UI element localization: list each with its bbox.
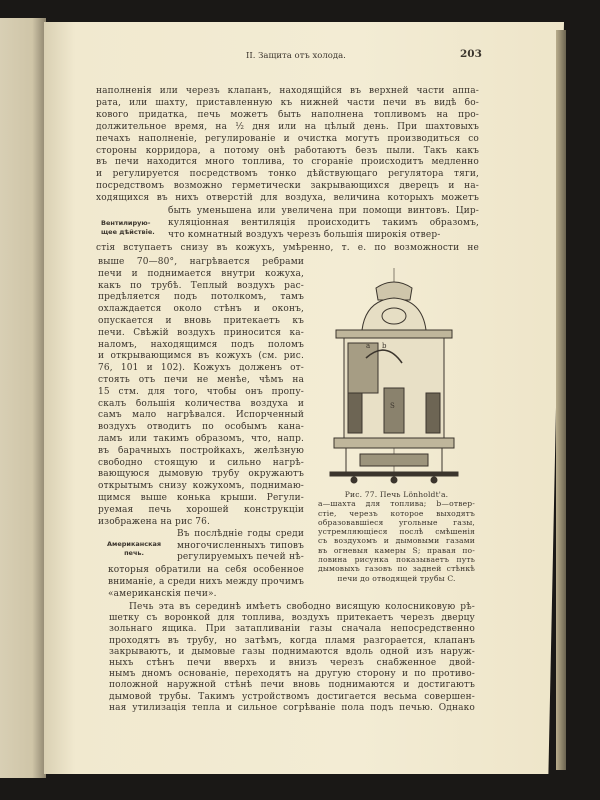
- figure-label-a: a: [366, 342, 371, 350]
- text-line: проходятъ въ трубу, но затѣмъ, когда пламя разгорается, клапанъ: [109, 635, 475, 646]
- side-note-line: Вентилирую-: [101, 219, 151, 227]
- text-line: печахъ наполненіе, регулированіе и очистка могутъ производиться со: [96, 133, 479, 144]
- text-line: щимся выше конька крыши. Регули-: [98, 492, 304, 503]
- text-line: въ печи находится много топлива, то сгораніе происходитъ медленно: [96, 157, 479, 168]
- text-line: свободно стоящую и сильно нагрѣ-: [98, 457, 304, 468]
- paragraph-american-intro: [177, 529, 304, 564]
- page-edge: [556, 30, 566, 770]
- text-line: Рис. 77. Печь Lönholdt'a.: [344, 490, 449, 499]
- paragraph-indented: [168, 205, 479, 242]
- text-line: регулируемыхъ печей нѣ-: [177, 552, 304, 563]
- text-line: ловина рисунка показываетъ путь: [318, 555, 475, 565]
- text-line: вающуюся дымовую трубу окружаютъ: [98, 469, 304, 480]
- stove-illustration: [326, 268, 462, 488]
- figure-caption: [318, 490, 475, 583]
- text-line: самъ мало нагрѣвался. Испорченный: [98, 410, 304, 421]
- text-line: печи. Свѣжій воздухъ приносится ка-: [98, 327, 304, 338]
- text-line: ныхъ стѣнъ печи вверхъ и внизъ черезъ снабженное двой-: [109, 658, 475, 669]
- text-line: наполненія или черезъ клапанъ, находящійся въ верхней части аппа-: [96, 86, 479, 96]
- text-line: въ огневыя камеры S; правая по-: [318, 545, 475, 555]
- text-line: нымъ дномъ основаніе, переходятъ на другую сторону и по противо-: [109, 669, 475, 680]
- text-line: куляціонная вентиляція происходитъ такимъ образомъ,: [168, 218, 479, 229]
- text-line: закрываютъ, и дымовые газы поднимаются вдоль одной изъ наруж-: [109, 646, 475, 657]
- side-note-american: [107, 540, 161, 558]
- text-line: посредствомъ возможно герметически закрывающихся дверецъ и на-: [96, 181, 479, 192]
- paragraph-top: [96, 86, 479, 205]
- text-line: открытымъ снизу кожухомъ, поднимаю-: [98, 481, 304, 492]
- text-line: стороны корридора, а потому онѣ работаютъ безъ пыли. Такъ какъ: [96, 145, 479, 156]
- side-note-line: Американская: [107, 540, 162, 548]
- text-line: дымовыхъ газовъ по задней стѣнкѣ: [318, 564, 475, 574]
- paragraph-fullwidth-line: [96, 242, 479, 254]
- text-line: положной наружной стѣнѣ печи вновь поднимаются и достигаютъ: [109, 680, 475, 691]
- text-line: изображена на рис 76.: [98, 516, 211, 527]
- text-line: дымовой трубы. Такимъ устройствомъ достигается весьма совершен-: [109, 691, 475, 702]
- text-line: стоять отъ печи не менѣе, чѣмъ на: [98, 374, 304, 385]
- text-line: и регулируется посредствомъ тонко дѣйствующаго регулятора тяги,: [96, 169, 479, 180]
- text-line: опускается и вновь притекаетъ къ: [98, 315, 304, 326]
- text-line: скалъ большія количества воздуха и: [98, 398, 304, 409]
- figure-label-s: S: [390, 402, 395, 410]
- running-title: II. Защита отъ холода.: [246, 51, 346, 61]
- page-number: 203: [460, 48, 482, 60]
- figure-label-b: b: [382, 342, 387, 350]
- text-line: что комнатный воздухъ черезъ большія широкія отвер-: [168, 230, 441, 241]
- side-note-line: щее дѣйствіе.: [101, 228, 155, 236]
- side-note-ventilation: [101, 219, 155, 237]
- text-line: a—шахта для топлива; b—отвер-: [318, 499, 475, 509]
- text-line: печи до отводящей трубы C.: [337, 573, 456, 583]
- paragraph-left-column: [98, 257, 304, 528]
- text-line: ная утилизація тепла и сильное согрѣваніе пола подъ печью. Однако: [109, 702, 475, 713]
- text-line: въ барачныхъ постройкахъ, желѣзную: [98, 445, 304, 456]
- text-line: кового придатка, печь можетъ быть наполнена топливомъ на про-: [96, 109, 479, 120]
- text-line: рата, или шахту, приставленную къ нижней части печи въ видѣ бо-: [96, 97, 479, 108]
- text-line: быть уменьшена или увеличена при помощи винтовъ. Цир-: [168, 206, 479, 216]
- text-line: предѣляется подъ потолкомъ, тамъ: [98, 292, 304, 303]
- text-line: руемая печь хорошей конструкціи: [98, 504, 304, 515]
- text-line: стія вступаетъ снизу въ кожухъ, умѣренно, т. е. по возможности не: [96, 243, 479, 253]
- paragraph-bottom: [109, 602, 475, 714]
- text-line: печи и поднимается внутри кожуха,: [98, 268, 304, 279]
- text-line: 15 стм. для того, чтобы онъ пропу-: [98, 386, 304, 397]
- side-note-line: печь.: [124, 549, 145, 557]
- text-line: съ воздухомъ и дымовыми газами: [318, 536, 475, 546]
- text-line: воздухъ отводитъ по особымъ кана-: [98, 422, 304, 433]
- text-line: и открывающимся въ кожухъ (см. рис.: [98, 351, 304, 362]
- text-line: Печь эта въ серединѣ имѣетъ свободно висящую колосниковую рѣ-: [129, 602, 475, 612]
- facing-left-page: [0, 18, 46, 778]
- text-line: должительное время, на ½ дня или на цѣлый день. При шахтовыхъ: [96, 121, 479, 132]
- text-line: устремляющіеся послѣ смѣшенія: [318, 527, 475, 537]
- text-line: шетку съ воронкой для топлива, воздухъ притекаетъ черезъ дверцу: [109, 613, 475, 624]
- text-line: вниманіе, а среди нихъ между прочимъ: [108, 576, 304, 587]
- text-line: ламъ или такимъ образомъ, что, напр.: [98, 433, 304, 444]
- text-line: наломъ, находящимся подъ поломъ: [98, 339, 304, 350]
- text-line: зольнаго ящика. При затапливаніи газы сначала непосредственно: [109, 624, 475, 635]
- text-line: 76, 101 и 102). Кожухъ долженъ от-: [98, 363, 304, 374]
- paragraph-american-cont: [108, 565, 304, 601]
- text-line: «американскія печи».: [108, 588, 217, 599]
- text-line: ходящихся въ нихъ отверстій для воздуха, величина которыхъ можетъ: [96, 193, 479, 204]
- text-line: которыя обратили на себя особенное: [108, 565, 304, 575]
- text-line: образовавшіеся угольные газы,: [318, 517, 475, 527]
- text-line: стіе, черезъ которое выходятъ: [318, 508, 475, 518]
- text-line: многочисленныхъ типовъ: [177, 540, 304, 551]
- text-line: Въ послѣдніе годы среди: [177, 529, 304, 539]
- text-line: выше 70—80°, нагрѣвается ребрами: [98, 257, 304, 267]
- text-line: какъ по трубѣ. Теплый воздухъ рас-: [98, 280, 304, 291]
- text-line: охлаждается около стѣнъ и оконъ,: [98, 304, 304, 315]
